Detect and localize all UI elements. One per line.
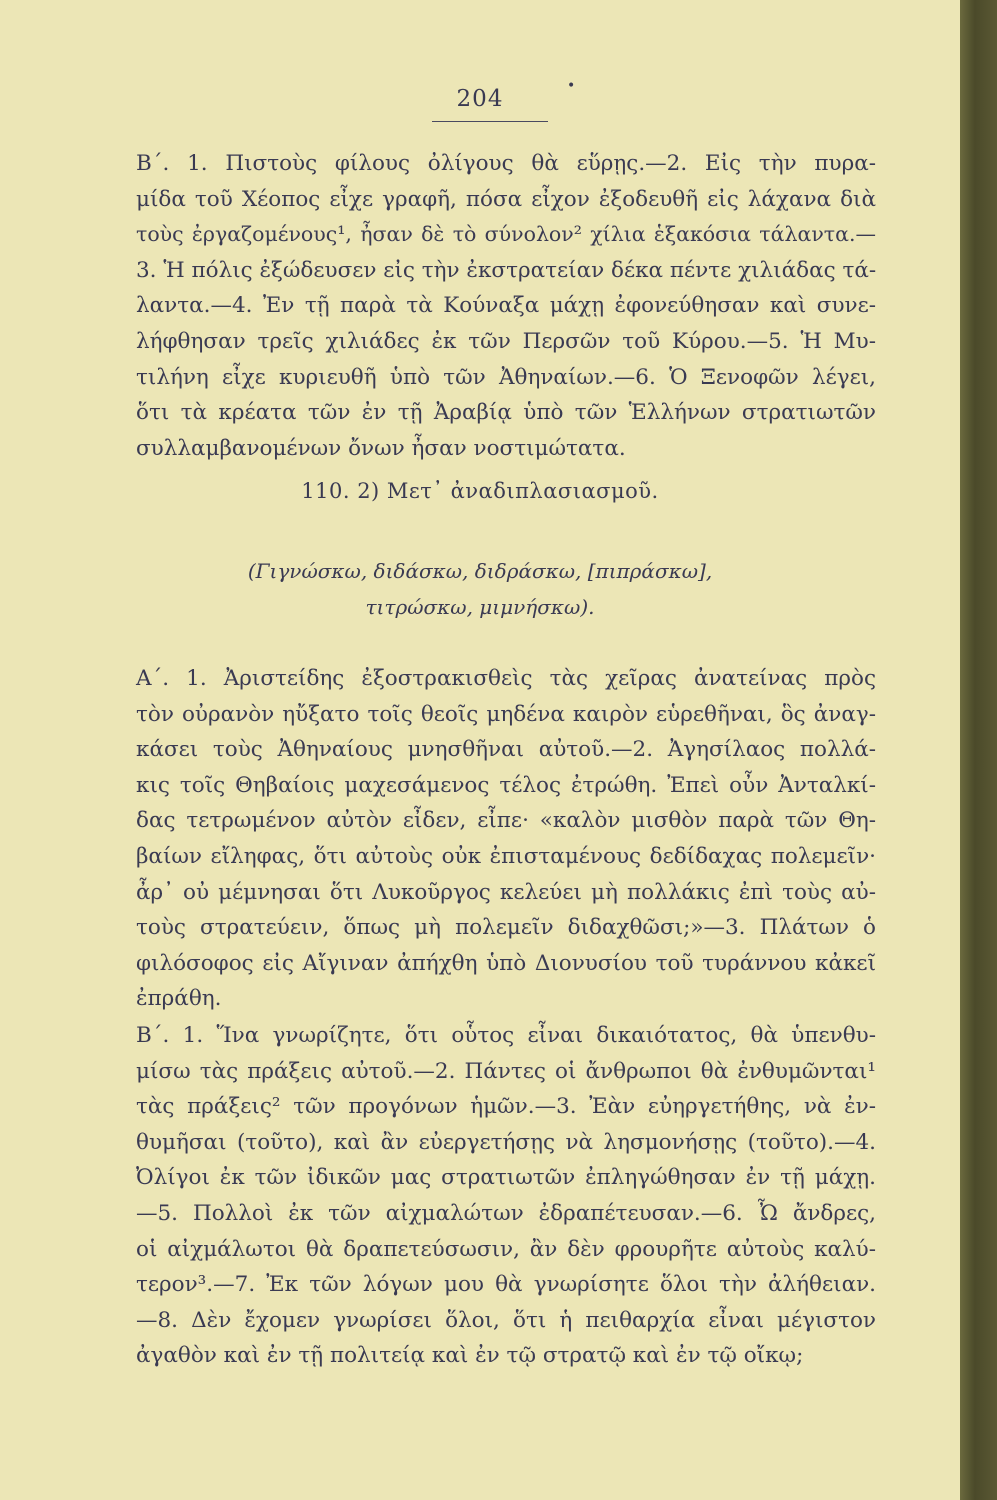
text-line: βαίων εἴληφας, ὅτι αὐτοὺς οὐκ ἐπισταμένους δεδίδαχας πολεμεῖν·: [136, 843, 876, 869]
text-line: θυμῆσαι (τοῦτο), καὶ ἂν εὐεργετήσῃς νὰ λησμονήσῃς (τοῦτο).—4.: [136, 1129, 876, 1155]
text-line: ὅτι τὰ κρέατα τῶν ἐν τῇ Ἀραβίᾳ ὑπὸ τῶν Ἑλλήνων στρατιωτῶν: [136, 400, 876, 426]
page-number-rule: [432, 121, 548, 122]
text-line: κις τοῖς Θηβαίοις μαχεσάμενος τέλος ἐτρώθη. Ἐπεὶ οὖν Ἀνταλκί-: [136, 772, 876, 798]
text-line: ἀγαθὸν καὶ ἐν τῇ πολιτείᾳ καὶ ἐν τῷ στρατῷ καὶ ἐν τῷ οἴκῳ;: [136, 1343, 804, 1369]
ink-speck: •: [567, 78, 576, 94]
text-line: τερον³.—7. Ἐκ τῶν λόγων μου θὰ γνωρίσητε ὅλοι τὴν ἀλήθειαν.: [136, 1272, 876, 1298]
exercise-b-section-110: [136, 1018, 876, 1374]
text-line: Ὀλίγοι ἐκ τῶν ἰδικῶν μας στρατιωτῶν ἐπληγώθησαν ἐν τῇ μάχῃ.: [136, 1165, 876, 1191]
subheading-line: (Γιγνώσκω, διδάσκω, διδράσκω, [πιπράσκω],: [247, 559, 713, 583]
text-line: κάσει τοὺς Ἀθηναίους μνησθῆναι αὐτοῦ.—2. Ἀγησίλαος πολλά-: [136, 737, 876, 763]
section-heading: 110. 2) Μετ᾽ ἀναδιπλασιασμοῦ.: [301, 479, 659, 503]
text-line: —8. Δὲν ἔχομεν γνωρίσει ὅλοι, ὅτι ἡ πειθαρχία εἶναι μέγιστον: [136, 1307, 876, 1333]
page-number: 204: [456, 86, 504, 112]
book-spine-edge: [960, 0, 997, 1500]
text-line: οἱ αἰχμάλωτοι θὰ δραπετεύσωσιν, ἂν δὲν φρουρῆτε αὐτοὺς καλύ-: [136, 1236, 876, 1262]
text-line: μίσω τὰς πράξεις αὐτοῦ.—2. Πάντες οἱ ἄνθρωποι θὰ ἐνθυμῶνται¹: [136, 1058, 876, 1084]
text-line: τιλήνη εἶχε κυριευθῆ ὑπὸ τῶν Ἀθηναίων.—6. Ὁ Ξενοφῶν λέγει,: [136, 364, 876, 390]
text-line: μίδα τοῦ Χέοπος εἶχε γραφῆ, πόσα εἶχον ἐξοδευθῆ εἰς λάχανα διὰ: [136, 186, 876, 212]
subheading-line: τιτρώσκω, μιμνήσκω).: [365, 595, 595, 619]
text-line: Β΄. 1. Ἵνα γνωρίζητε, ὅτι οὗτος εἶναι δικαιότατος, θὰ ὑπενθυ-: [136, 1023, 876, 1048]
exercise-b-section-109: [136, 146, 876, 466]
text-line: τὰς πράξεις² τῶν προγόνων ἡμῶν.—3. Ἐὰν εὐηργετήθης, νὰ ἐν-: [136, 1094, 876, 1120]
text-line: λήφθησαν τρεῖς χιλιάδες ἐκ τῶν Περσῶν τοῦ Κύρου.—5. Ἡ Μυ-: [136, 328, 876, 354]
text-line: συλλαμβανομένων ὄνων ἦσαν νοστιμώτατα.: [136, 435, 626, 461]
text-line: —5. Πολλοὶ ἐκ τῶν αἰχμαλώτων ἐδραπέτευσαν.—6. Ὦ ἄνδρες,: [136, 1200, 876, 1226]
text-line: δας τετρωμένον αὐτὸν εἶδεν, εἶπε· «καλὸν μισθὸν παρὰ τῶν Θη-: [136, 808, 876, 834]
text-line: ἆρ᾽ οὐ μέμνησαι ὅτι Λυκοῦργος κελεύει μὴ πολλάκις ἐπὶ τοὺς αὐ-: [136, 879, 876, 905]
text-line: Β΄. 1. Πιστοὺς φίλους ὀλίγους θὰ εὕρῃς.—2. Εἰς τὴν πυρα-: [136, 151, 876, 176]
text-line: τοὺς ἐργαζομένους¹, ἦσαν δὲ τὸ σύνολον² χίλια ἑξακόσια τάλαντα.—: [136, 222, 876, 247]
text-line: φιλόσοφος εἰς Αἴγιναν ἀπήχθη ὑπὸ Διονυσίου τοῦ τυράννου κἀκεῖ: [136, 950, 876, 976]
text-line: τοὺς στρατεύειν, ὅπως μὴ πολεμεῖν διδαχθῶσι;»—3. Πλάτων ὁ: [136, 915, 876, 941]
section-subheading: [0, 553, 960, 625]
exercise-a-section: [136, 661, 876, 1017]
text-line: τὸν οὐρανὸν ηὔξατο τοῖς θεοῖς μηδένα καιρὸν εὑρεθῆναι, ὃς ἀναγ-: [136, 701, 876, 727]
text-line: ἐπράθη.: [136, 986, 222, 1012]
text-line: Α΄. 1. Ἀριστείδης ἐξοστρακισθεὶς τὰς χεῖρας ἀνατείνας πρὸς: [136, 666, 876, 691]
text-line: λαντα.—4. Ἐν τῇ παρὰ τὰ Κούναξα μάχῃ ἐφονεύθησαν καὶ συνε-: [136, 293, 876, 319]
text-line: 3. Ἡ πόλις ἐξώδευσεν εἰς τὴν ἐκστρατείαν δέκα πέντε χιλιάδας τά-: [136, 257, 877, 283]
